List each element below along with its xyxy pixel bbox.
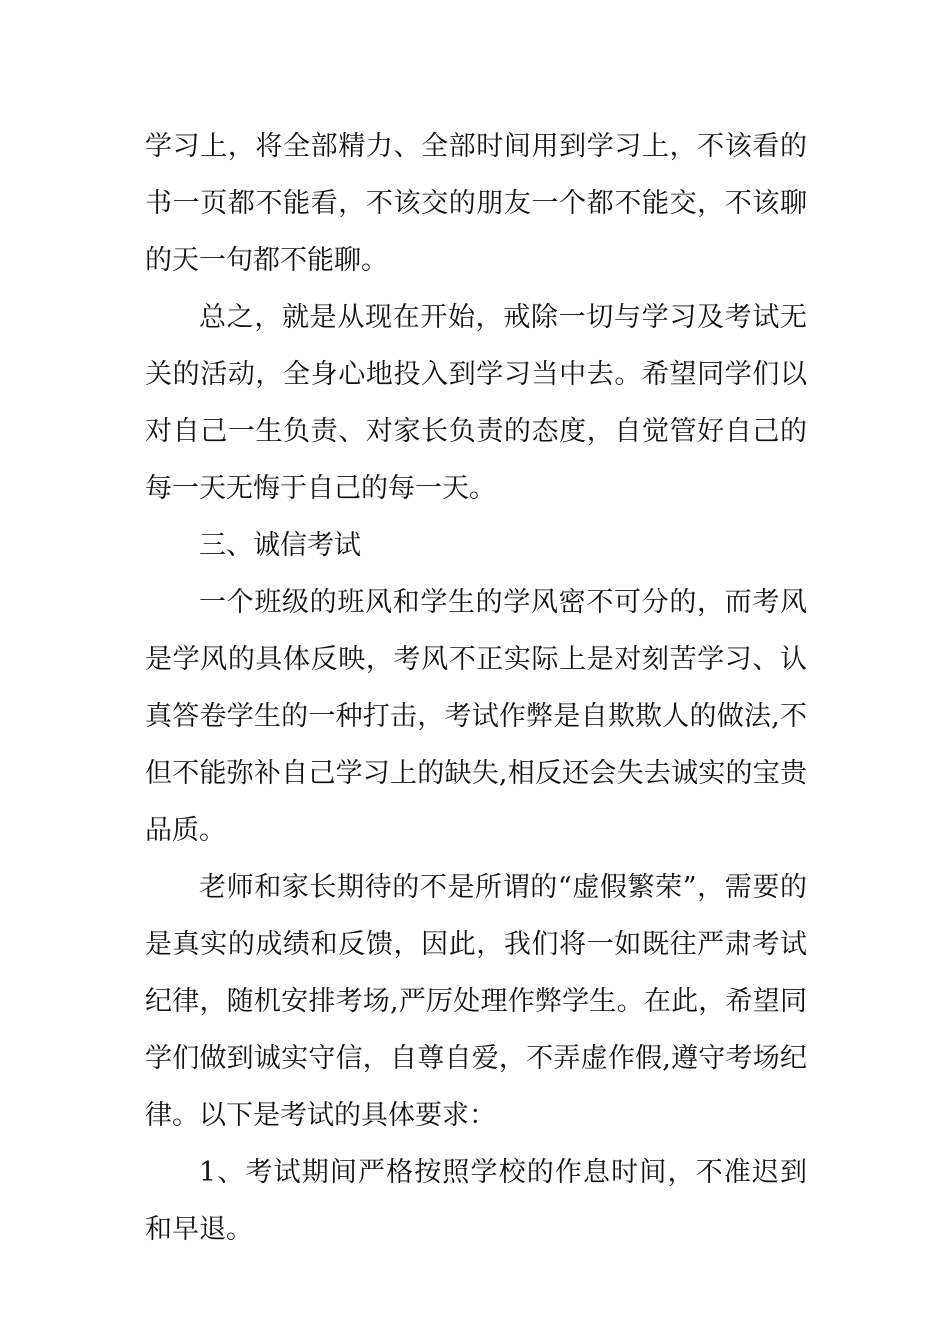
paragraph-study-focus: 学习上，将全部精力、全部时间用到学习上，不该看的书一页都不能看，不该交的朋友一个都不能交，不该聊的天一句都不能聊。	[145, 131, 807, 276]
section-heading-honest-exam: 三、诚信考试	[199, 530, 361, 561]
paragraph-exam-style: 一个班级的班风和学生的学风密不可分的，而考风是学风的具体反映，考风不正实际上是对刻苦学习、认真答卷学生的一种打击，考试作弊是自欺欺人的做法,不但不能弥补自己学习上的缺失,相反还会失去诚实的宝贵品质。	[145, 587, 807, 846]
paragraph-summary: 总之，就是从现在开始，戒除一切与学习及考试无关的活动，全身心地投入到学习当中去。希望同学们以对自己一生负责、对家长负责的态度，自觉管好自己的每一天无悔于自己的每一天。	[145, 302, 807, 504]
paragraph-rule-1: 1、考试期间严格按照学校的作息时间，不准迟到和早退。	[145, 1157, 807, 1245]
document-body	[145, 118, 807, 1258]
paragraph-exam-discipline: 老师和家长期待的不是所谓的“虚假繁荣”，需要的是真实的成绩和反馈，因此，我们将一如既往严肃考试纪律，随机安排考场,严厉处理作弊学生。在此，希望同学们做到诚实守信，自尊自爱，不弄虚作假,遵守考场纪律。以下是考试的具体要求：	[145, 872, 807, 1131]
